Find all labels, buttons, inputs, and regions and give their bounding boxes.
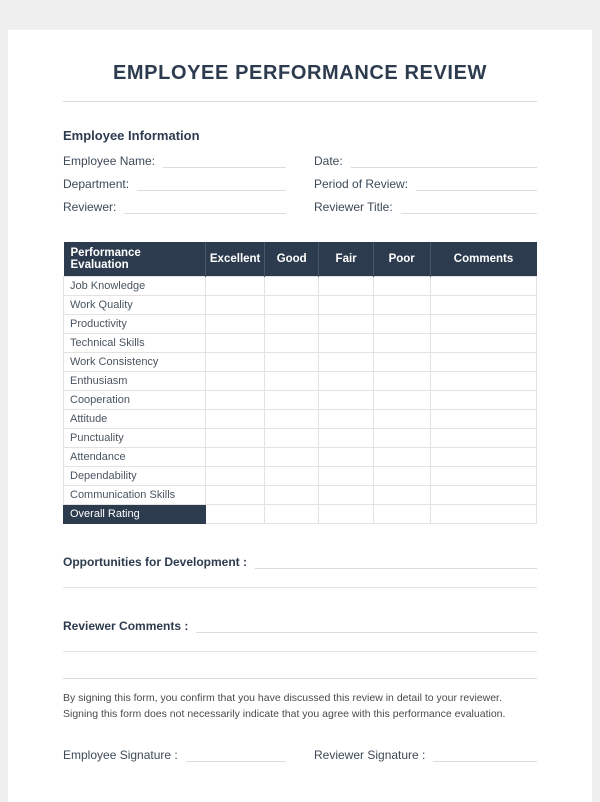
- rating-cell[interactable]: [319, 467, 373, 486]
- reviewer-comments-line-2[interactable]: [63, 635, 537, 652]
- criterion-label: Dependability: [64, 467, 206, 486]
- date-label: Date:: [314, 154, 343, 168]
- criterion-label: Cooperation: [64, 391, 206, 410]
- period-of-review-label: Period of Review:: [314, 177, 409, 191]
- rating-cell[interactable]: [430, 277, 536, 296]
- period-of-review-line[interactable]: [416, 176, 537, 191]
- rating-cell[interactable]: [319, 410, 373, 429]
- overall-rating-row: [64, 505, 537, 524]
- table-row: [64, 372, 537, 391]
- rating-cell[interactable]: [265, 448, 319, 467]
- table-row: [64, 334, 537, 353]
- rating-cell[interactable]: [265, 467, 319, 486]
- reviewer-comments-label: Reviewer Comments :: [63, 619, 189, 633]
- rating-cell[interactable]: [265, 315, 319, 334]
- rating-cell[interactable]: [430, 372, 536, 391]
- reviewer-comments-section: [63, 618, 537, 633]
- rating-cell[interactable]: [373, 429, 430, 448]
- development-line-2[interactable]: [63, 571, 537, 588]
- rating-cell[interactable]: [373, 334, 430, 353]
- employee-name-label: Employee Name:: [63, 154, 156, 168]
- rating-cell[interactable]: [319, 334, 373, 353]
- rating-cell[interactable]: [205, 467, 264, 486]
- field-department: [63, 176, 286, 191]
- table-row: [64, 486, 537, 505]
- rating-cell[interactable]: [319, 448, 373, 467]
- rating-cell[interactable]: [205, 410, 264, 429]
- rating-cell[interactable]: [373, 448, 430, 467]
- table-row: [64, 391, 537, 410]
- field-period-of-review: [314, 176, 537, 191]
- field-employee-signature: [63, 747, 286, 762]
- header-good: Good: [265, 242, 319, 277]
- field-reviewer-title: [314, 199, 537, 214]
- rating-cell[interactable]: [430, 448, 536, 467]
- table-row: [64, 353, 537, 372]
- employee-info-fields: [63, 153, 537, 214]
- reviewer-signature-label: Reviewer Signature :: [314, 747, 426, 762]
- field-date: [314, 153, 537, 168]
- header-performance-evaluation: Performance Evaluation: [64, 242, 206, 277]
- table-row: [64, 277, 537, 296]
- employee-signature-label: Employee Signature :: [63, 747, 178, 762]
- disclaimer-text: By signing this form, you confirm that you have discussed this review in detail to your reviewer. Signing this form does not necessarily indicate that you agree with this performance evaluation.: [63, 678, 537, 723]
- rating-cell[interactable]: [265, 486, 319, 505]
- rating-cell[interactable]: [430, 467, 536, 486]
- rating-cell[interactable]: [373, 486, 430, 505]
- rating-cell[interactable]: [205, 486, 264, 505]
- department-line[interactable]: [137, 176, 286, 191]
- form-page: [8, 30, 592, 802]
- rating-cell[interactable]: [319, 429, 373, 448]
- development-section: [63, 554, 537, 569]
- rating-cell[interactable]: [319, 505, 373, 524]
- table-row: [64, 410, 537, 429]
- criterion-label: Work Quality: [64, 296, 206, 315]
- rating-cell[interactable]: [373, 315, 430, 334]
- rating-cell[interactable]: [205, 505, 264, 524]
- reviewer-comments-line-1[interactable]: [196, 618, 537, 633]
- rating-cell[interactable]: [265, 391, 319, 410]
- rating-cell[interactable]: [265, 429, 319, 448]
- criterion-label: Productivity: [64, 315, 206, 334]
- criterion-label: Enthusiasm: [64, 372, 206, 391]
- criterion-label: Job Knowledge: [64, 277, 206, 296]
- rating-cell[interactable]: [430, 505, 536, 524]
- header-comments: Comments: [430, 242, 536, 277]
- rating-cell[interactable]: [430, 315, 536, 334]
- rating-cell[interactable]: [205, 391, 264, 410]
- rating-cell[interactable]: [319, 372, 373, 391]
- rating-cell[interactable]: [319, 315, 373, 334]
- rating-cell[interactable]: [430, 429, 536, 448]
- rating-cell[interactable]: [319, 296, 373, 315]
- rating-cell[interactable]: [430, 296, 536, 315]
- rating-cell[interactable]: [205, 448, 264, 467]
- rating-cell[interactable]: [430, 486, 536, 505]
- header-excellent: Excellent: [205, 242, 264, 277]
- rating-cell[interactable]: [373, 467, 430, 486]
- criterion-label: Work Consistency: [64, 353, 206, 372]
- rating-cell[interactable]: [319, 277, 373, 296]
- rating-cell[interactable]: [373, 296, 430, 315]
- rating-cell[interactable]: [430, 410, 536, 429]
- rating-cell[interactable]: [430, 391, 536, 410]
- rating-cell[interactable]: [373, 505, 430, 524]
- development-label: Opportunities for Development :: [63, 555, 248, 569]
- employee-info-heading: Employee Information: [63, 128, 200, 143]
- rating-cell[interactable]: [319, 353, 373, 372]
- rating-cell[interactable]: [205, 296, 264, 315]
- rating-cell[interactable]: [373, 372, 430, 391]
- rating-cell[interactable]: [205, 429, 264, 448]
- rating-cell[interactable]: [205, 277, 264, 296]
- rating-cell[interactable]: [205, 353, 264, 372]
- rating-cell[interactable]: [373, 277, 430, 296]
- header-fair: Fair: [319, 242, 373, 277]
- rating-cell[interactable]: [205, 315, 264, 334]
- rating-cell[interactable]: [373, 353, 430, 372]
- criterion-label: Attendance: [64, 448, 206, 467]
- criterion-label: Attitude: [64, 410, 206, 429]
- criterion-label: Communication Skills: [64, 486, 206, 505]
- rating-cell[interactable]: [205, 334, 264, 353]
- table-row: [64, 429, 537, 448]
- criterion-label: Technical Skills: [64, 334, 206, 353]
- field-reviewer-signature: [314, 747, 537, 762]
- rating-cell[interactable]: [265, 372, 319, 391]
- evaluation-table-body: [64, 277, 537, 524]
- field-reviewer: [63, 199, 286, 214]
- rating-cell[interactable]: [265, 277, 319, 296]
- reviewer-line[interactable]: [124, 199, 286, 214]
- title-block: [63, 62, 537, 102]
- header-poor: Poor: [373, 242, 430, 277]
- employee-name-line[interactable]: [163, 153, 286, 168]
- reviewer-title-line[interactable]: [401, 199, 537, 214]
- rating-cell[interactable]: [319, 486, 373, 505]
- table-row: [64, 448, 537, 467]
- evaluation-table: [63, 242, 537, 524]
- field-employee-name: [63, 153, 286, 168]
- rating-cell[interactable]: [265, 353, 319, 372]
- rating-cell[interactable]: [373, 410, 430, 429]
- rating-cell[interactable]: [265, 410, 319, 429]
- rating-cell[interactable]: [430, 353, 536, 372]
- date-line[interactable]: [351, 153, 537, 168]
- overall-rating-label: Overall Rating: [64, 505, 206, 524]
- department-label: Department:: [63, 177, 130, 191]
- rating-cell[interactable]: [319, 391, 373, 410]
- development-line-1[interactable]: [255, 554, 537, 569]
- criterion-label: Punctuality: [64, 429, 206, 448]
- employee-signature-line[interactable]: [186, 747, 286, 762]
- table-row: [64, 315, 537, 334]
- table-row: [64, 296, 537, 315]
- reviewer-label: Reviewer:: [63, 200, 117, 214]
- rating-cell[interactable]: [265, 296, 319, 315]
- reviewer-title-label: Reviewer Title:: [314, 200, 393, 214]
- rating-cell[interactable]: [430, 334, 536, 353]
- table-row: [64, 467, 537, 486]
- rating-cell[interactable]: [373, 391, 430, 410]
- evaluation-table-header: [64, 242, 537, 277]
- rating-cell[interactable]: [205, 372, 264, 391]
- rating-cell[interactable]: [265, 334, 319, 353]
- signature-section: [63, 747, 537, 762]
- reviewer-signature-line[interactable]: [433, 747, 537, 762]
- page-title: EMPLOYEE PERFORMANCE REVIEW: [112, 62, 487, 84]
- rating-cell[interactable]: [265, 505, 319, 524]
